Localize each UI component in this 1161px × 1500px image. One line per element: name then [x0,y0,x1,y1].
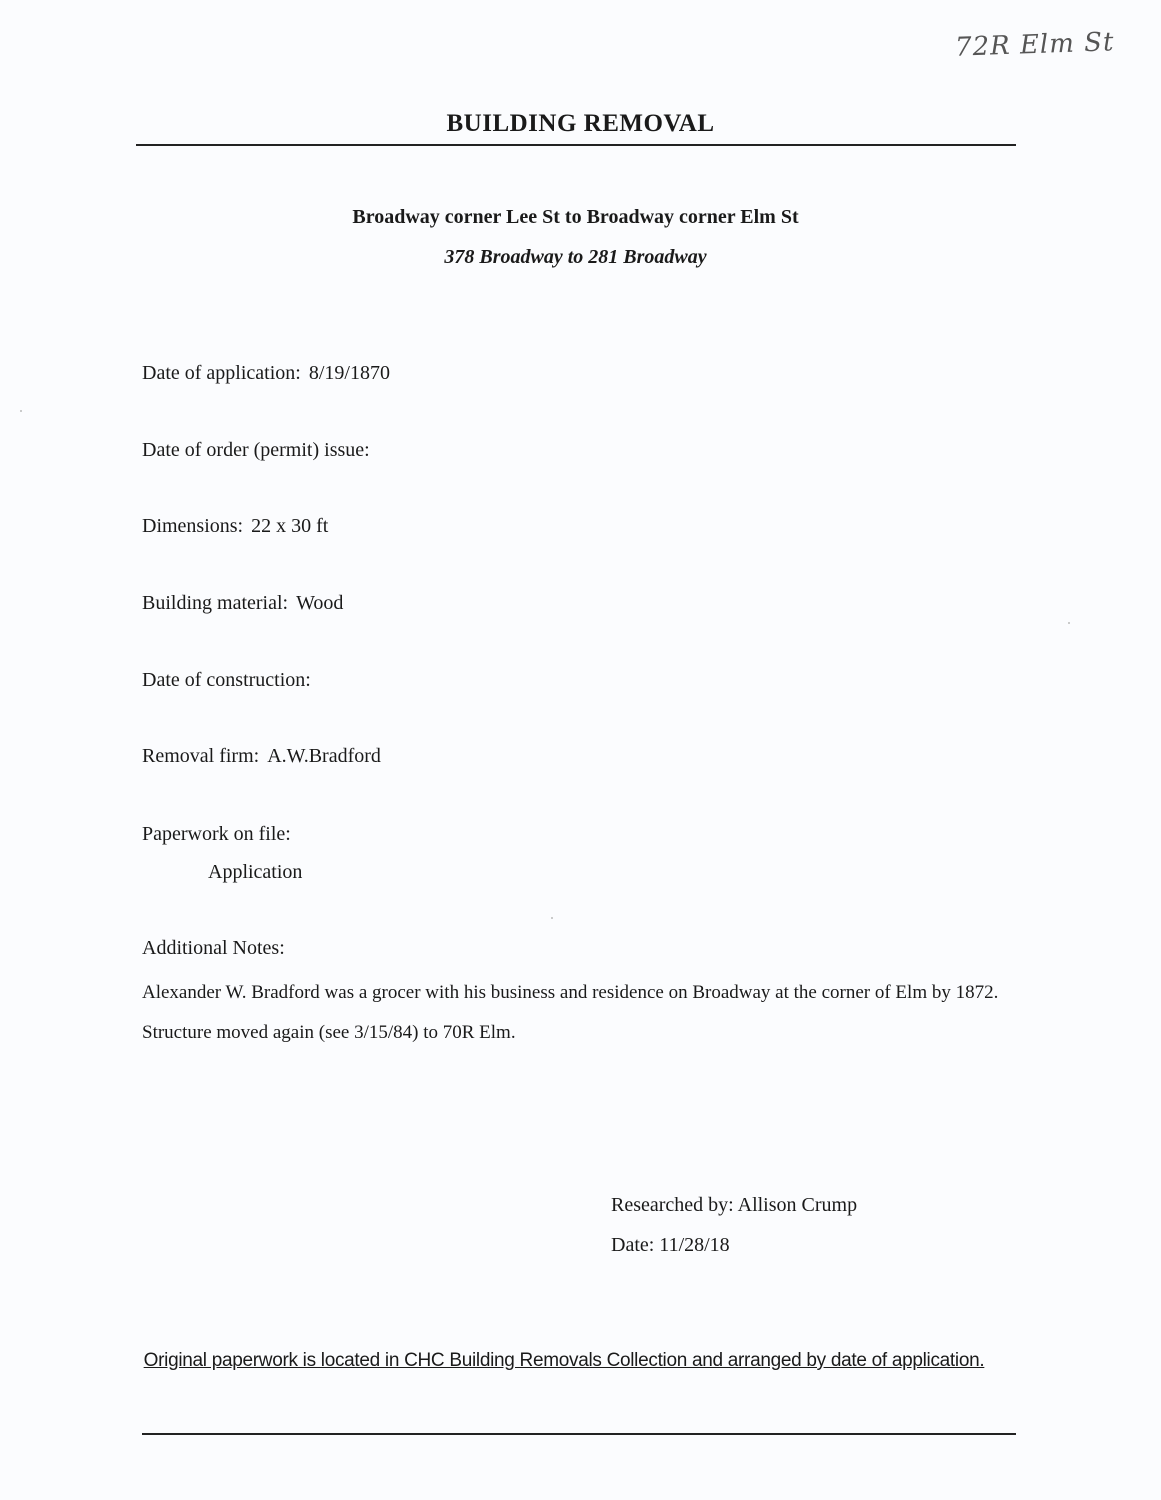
handwritten-address-note: 72R Elm St [954,27,1115,63]
building-material-label: Building material: [142,592,289,614]
research-date: Date: 11/28/18 [611,1234,730,1256]
address-range: 378 Broadway to 281 Broadway [444,246,707,268]
paperwork-item: Application [208,861,303,883]
removal-firm-field [142,745,381,768]
building-material-field [142,592,343,615]
application-date-label: Date of application: [142,362,301,384]
paperwork-label: Paperwork on file: [142,823,291,845]
scan-speck [551,917,553,919]
bottom-rule [142,1433,1016,1435]
building-material-value: Wood [296,592,344,614]
application-date-field [142,362,390,385]
scan-speck [1068,622,1070,624]
dimensions-label: Dimensions: [142,515,244,537]
document-title: BUILDING REMOVAL [446,110,715,137]
removal-firm-value: A.W.Bradford [267,745,381,767]
permit-date-label: Date of order (permit) issue: [142,439,370,461]
scan-speck [20,410,22,412]
footer-note: Original paperwork is located in CHC Building Removals Collection and arranged by date of application. [143,1350,985,1371]
removal-firm-label: Removal firm: [142,745,260,767]
paperwork-field [142,823,291,846]
dimensions-field [142,515,328,538]
construction-date-field [142,669,319,692]
researched-by: Researched by: Allison Crump [611,1194,858,1216]
additional-notes-text: Alexander W. Bradford was a grocer with his business and residence on Broadway at the corner of Elm by 1872. Structure moved again (see 3/15/84) to 70R Elm. [142,982,999,1043]
title-underline [136,144,1016,146]
permit-date-field [142,439,378,462]
application-date-value: 8/19/1870 [308,362,390,384]
additional-notes-label: Additional Notes: [142,937,285,959]
dimensions-value: 22 x 30 ft [251,515,329,537]
route-heading: Broadway corner Lee St to Broadway corner Elm St [352,206,799,228]
construction-date-label: Date of construction: [142,669,311,691]
